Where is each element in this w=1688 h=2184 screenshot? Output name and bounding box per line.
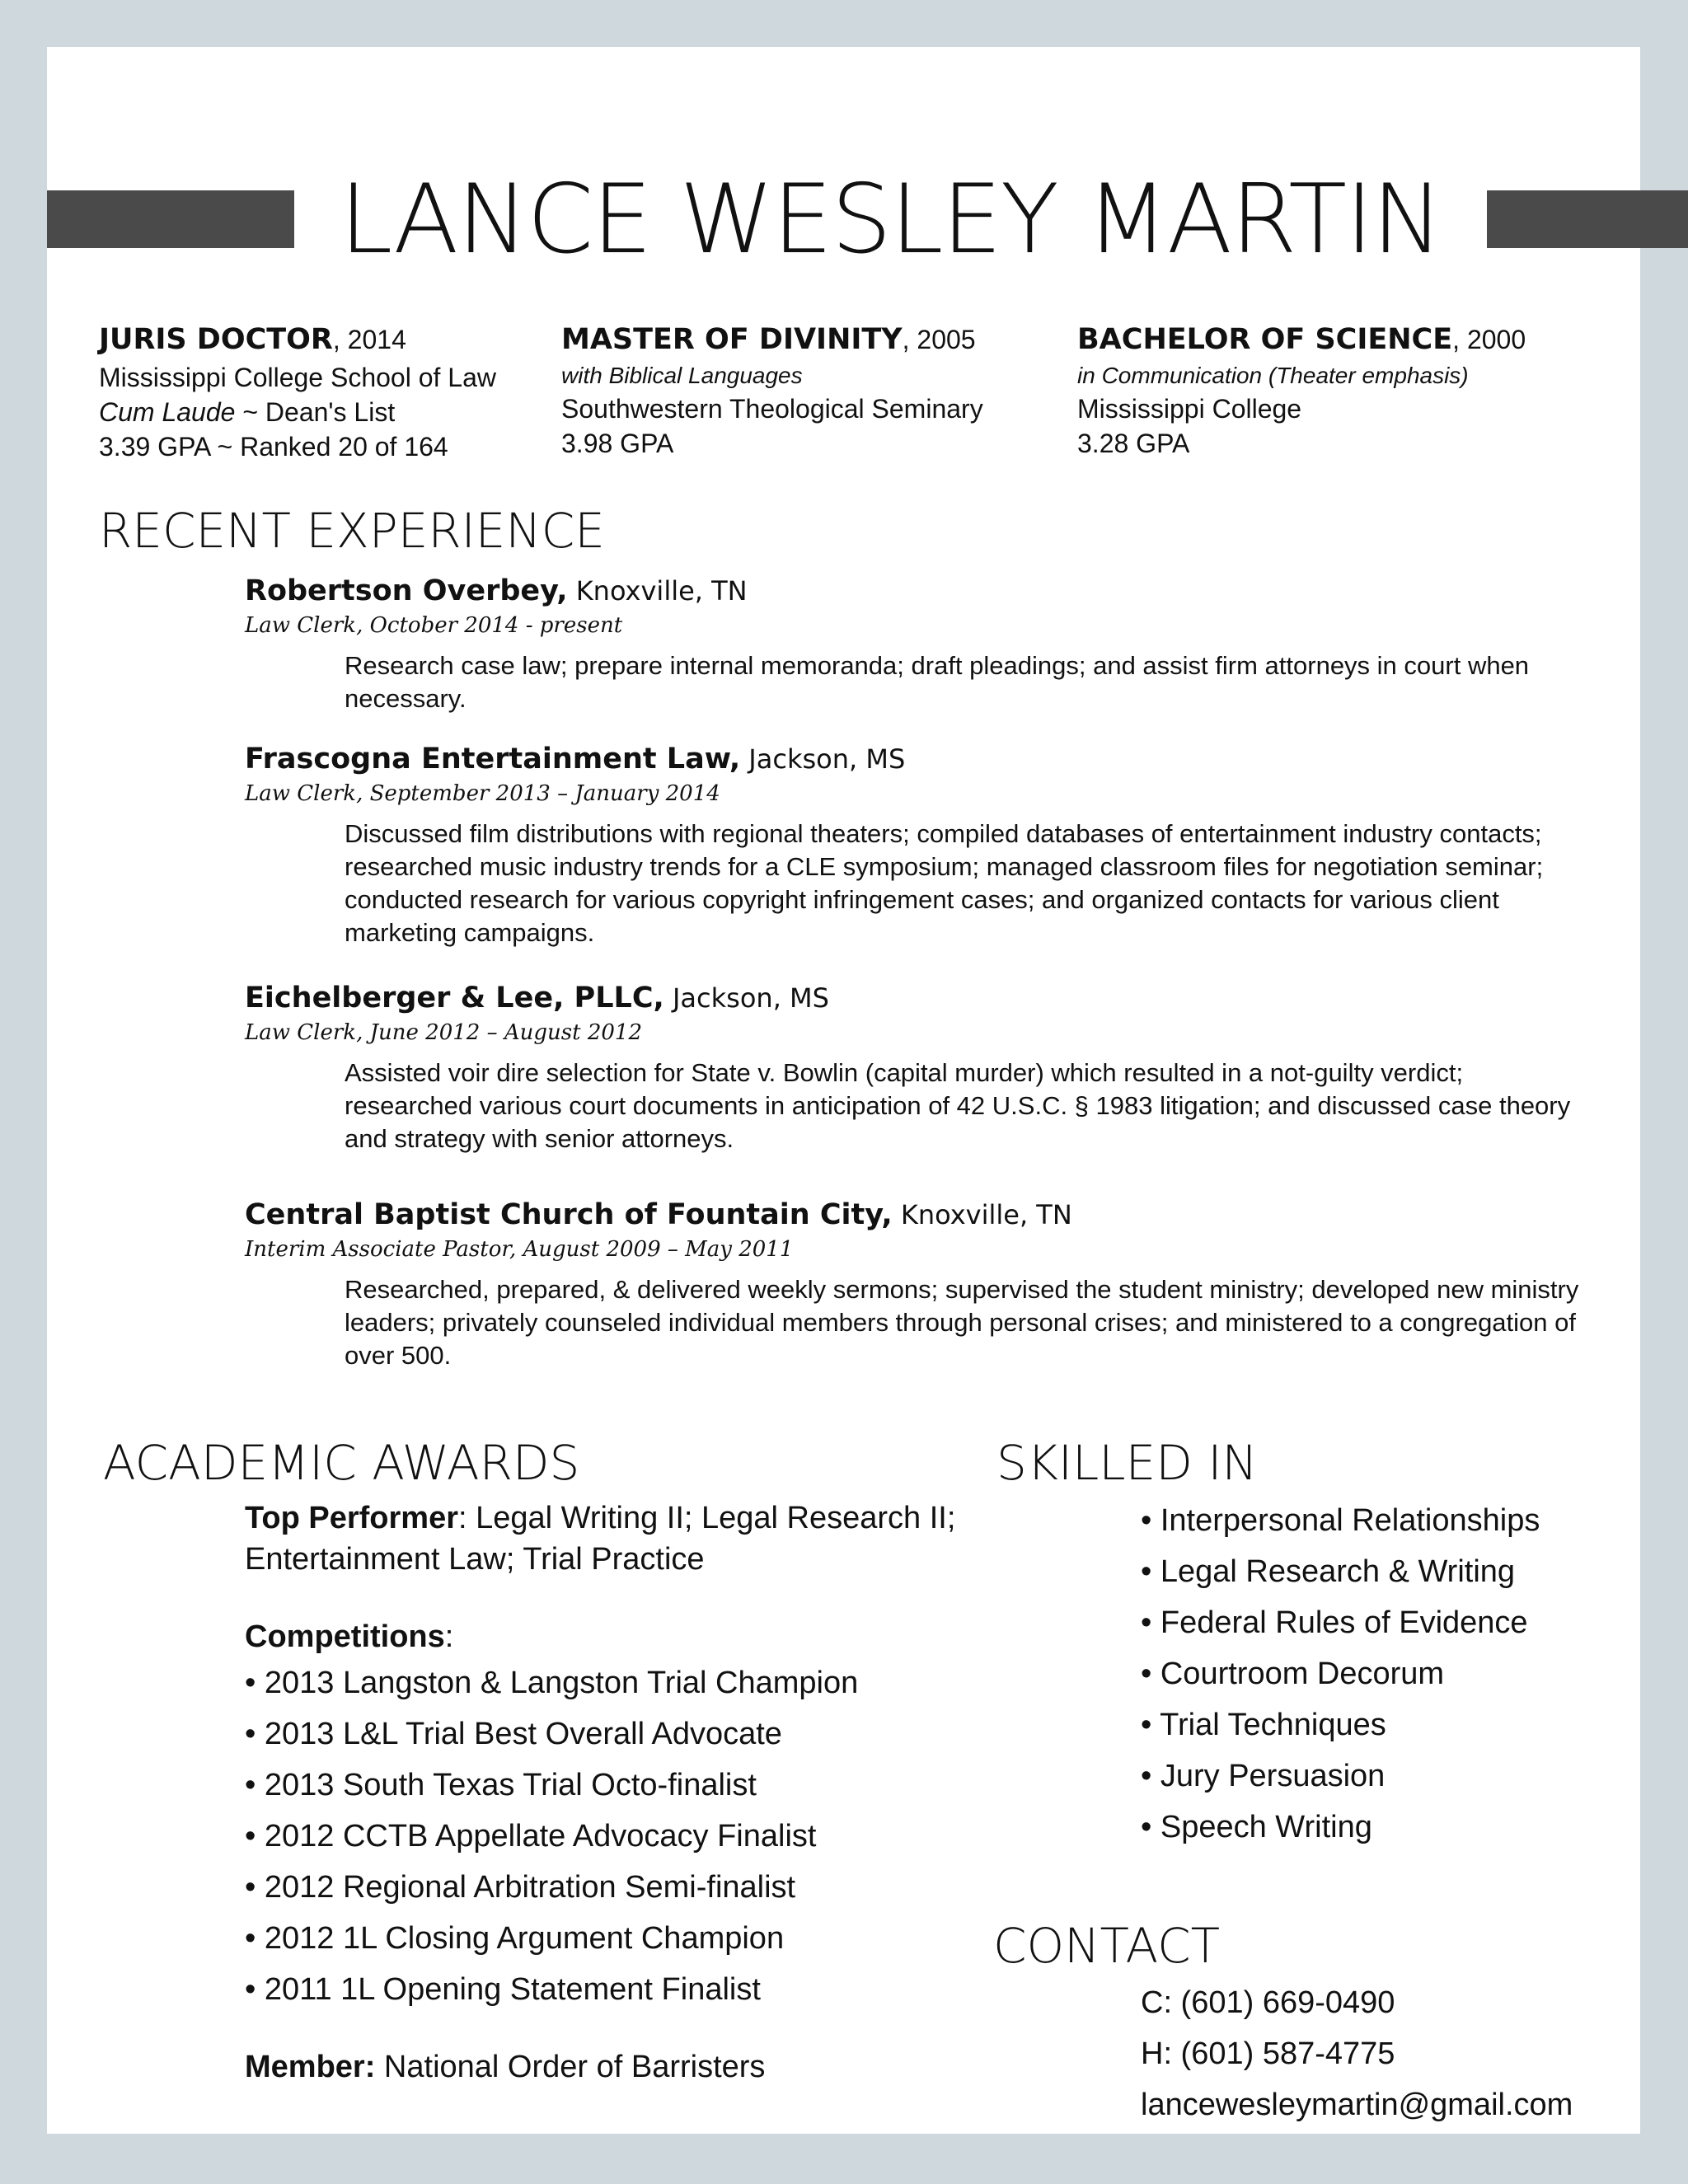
list-item: • 2012 CCTB Appellate Advocacy Finalist xyxy=(245,1819,817,1854)
employer: Central Baptist Church of Fountain City, xyxy=(245,1198,893,1231)
role: Law Clerk, September 2013 – January 2014 xyxy=(245,781,720,806)
location: Knoxville, TN xyxy=(892,1199,1072,1230)
school-name: Southwestern Theological Seminary xyxy=(561,394,983,424)
awards-heading: ACADEMIC AWARDS xyxy=(103,1435,580,1491)
header-bar-right xyxy=(1487,190,1688,248)
description: Researched, prepared, & delivered weekly sermons; supervised the student ministry; developed new ministry leaders; privately counseled individual members through personal crises; and ministered to a congregation of over 500. xyxy=(345,1275,1579,1370)
list-item: • Speech Writing xyxy=(1141,1810,1372,1844)
list-item: • Interpersonal Relationships xyxy=(1141,1503,1540,1538)
gpa: 3.28 GPA xyxy=(1077,429,1190,458)
member-text: National Order of Barristers xyxy=(375,2050,766,2084)
degree-year: , 2005 xyxy=(902,325,976,354)
honors-italic: Cum Laude xyxy=(99,397,236,427)
education-jd xyxy=(99,319,496,464)
top-performer-text: : Legal Writing II; Legal Research II; Entertainment Law; Trial Practice xyxy=(245,1501,956,1577)
description: Assisted voir dire selection for State v. Bowlin (capital murder) which resulted in a not-guilty verdict; researched various court documents in anticipation of 42 U.S.C. § 1983 litigation; and discussed case theory and strategy with senior attorneys. xyxy=(345,1058,1571,1153)
competitions-list xyxy=(245,1657,970,2015)
cell-phone: C: (601) 669-0490 xyxy=(1141,1985,1395,2020)
email[interactable]: lancewesleymartin@gmail.com xyxy=(1141,2088,1573,2122)
experience-item xyxy=(245,979,1597,1155)
description: Discussed film distributions with regional theaters; compiled databases of entertainment industry contacts; researched music industry trends for a CLE symposium; managed classroom files for negotiation seminar; conducted research for various copyright infringement cases; and organized contacts for various client marketing campaigns. xyxy=(345,819,1544,947)
degree-title: BACHELOR OF SCIENCE xyxy=(1077,323,1453,356)
awards-section xyxy=(245,1497,970,2088)
location: Jackson, MS xyxy=(663,982,829,1014)
contact-heading: CONTACT xyxy=(993,1918,1221,1974)
resume-name: LANCE WESLEY MARTIN xyxy=(339,164,1442,275)
resume-page xyxy=(47,47,1640,2134)
list-item: • 2012 Regional Arbitration Semi-finalist xyxy=(245,1870,796,1905)
skills-list xyxy=(1141,1495,1540,1853)
role: Law Clerk, June 2012 – August 2012 xyxy=(245,1020,642,1045)
role: Interim Associate Pastor, August 2009 – May 2011 xyxy=(245,1237,794,1262)
gpa: 3.98 GPA xyxy=(561,429,674,458)
degree-title: JURIS DOCTOR xyxy=(99,323,333,356)
school-name: Mississippi College xyxy=(1077,394,1302,424)
list-item: • 2012 1L Closing Argument Champion xyxy=(245,1921,785,1956)
degree-subtitle: with Biblical Languages xyxy=(561,363,803,388)
skills-heading: SKILLED IN xyxy=(996,1435,1258,1491)
degree-year: , 2014 xyxy=(332,325,406,354)
list-item: • 2013 Langston & Langston Trial Champion xyxy=(245,1666,859,1700)
location: Jackson, MS xyxy=(740,743,906,775)
honors-rest: ~ Dean's List xyxy=(235,397,396,427)
skills-section xyxy=(1141,1495,1540,1853)
location: Knoxville, TN xyxy=(567,575,748,607)
header-bar-left xyxy=(47,190,294,248)
competitions-colon: : xyxy=(444,1619,454,1654)
school-name: Mississippi College School of Law xyxy=(99,363,496,392)
employer: Robertson Overbey, xyxy=(245,574,568,607)
member-label: Member: xyxy=(245,2050,376,2084)
home-phone: H: (601) 587-4775 xyxy=(1141,2036,1395,2071)
list-item: • 2013 South Texas Trial Octo-finalist xyxy=(245,1768,757,1802)
list-item: • Courtroom Decorum xyxy=(1141,1657,1445,1691)
contact-section xyxy=(1141,1977,1573,2130)
competitions-label: Competitions xyxy=(245,1619,445,1654)
description: Research case law; prepare internal memoranda; draft pleadings; and assist firm attorneys in court when necessary. xyxy=(345,651,1530,713)
list-item: • Jury Persuasion xyxy=(1141,1759,1386,1793)
list-item: • Federal Rules of Evidence xyxy=(1141,1605,1528,1640)
experience-heading: RECENT EXPERIENCE xyxy=(99,503,605,559)
experience-item xyxy=(245,740,1597,949)
employer: Eichelberger & Lee, PLLC, xyxy=(245,982,664,1015)
degree-year: , 2000 xyxy=(1452,325,1526,354)
degree-title: MASTER OF DIVINITY xyxy=(561,323,903,356)
degree-subtitle: in Communication (Theater emphasis) xyxy=(1077,363,1469,388)
list-item: • 2013 L&L Trial Best Overall Advocate xyxy=(245,1717,782,1751)
role: Law Clerk, October 2014 - present xyxy=(245,613,623,638)
list-item: • Trial Techniques xyxy=(1141,1708,1386,1742)
education-bs xyxy=(1077,319,1526,461)
employer: Frascogna Entertainment Law, xyxy=(245,743,741,776)
list-item: • 2011 1L Opening Statement Finalist xyxy=(245,1972,761,2007)
top-performer-label: Top Performer xyxy=(245,1501,459,1535)
experience-item xyxy=(245,572,1597,715)
education-mdiv xyxy=(561,319,983,461)
experience-item xyxy=(245,1196,1597,1372)
list-item: • Legal Research & Writing xyxy=(1141,1554,1516,1589)
gpa: 3.39 GPA ~ Ranked 20 of 164 xyxy=(99,432,448,462)
